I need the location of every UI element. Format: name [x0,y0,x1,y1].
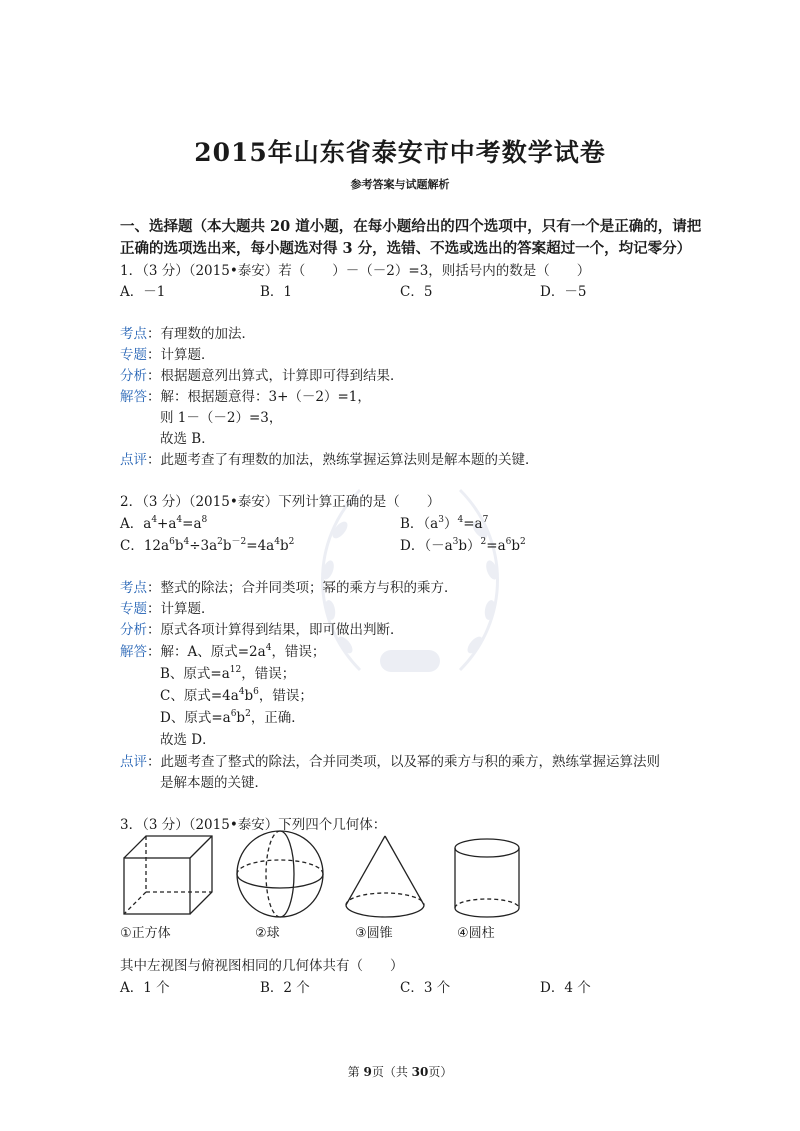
q3-option-a: A．1 个 [120,980,170,996]
q2-kaodian [120,576,458,596]
zhuanti-label: 专题 [120,601,147,617]
q3-option-b: B．2 个 [260,980,310,996]
q2-jieda-b: B、原式$=a^{12}$，错误； [160,665,296,682]
fenxi-label: 分析 [120,368,147,384]
q2-dianping-line2: 是解本题的关键． [160,775,268,791]
q3-stem: 3．（3 分）（2015•泰安）下列四个几何体： [120,817,387,833]
q2-kaodian-text: ：整式的除法；合并同类项；幂的乘方与积的乘方． [147,580,458,596]
cylinder-figure [450,836,524,922]
zhuanti-label: 专题 [120,347,147,363]
q2-jieda: 解答：解：A、原式$=2a^4$，错误； [120,643,326,660]
caption-cone: ③圆锥 [355,926,393,941]
q2-zhuanti [120,597,215,617]
cone-figure [340,833,430,923]
q3-question: 其中左视图与俯视图相同的几何体共有（ ） [120,958,404,974]
dianping-label: 点评 [120,754,147,770]
q2-option-c: C．$12a^6b^4\div 3a^2b^{-2}=4a^4b^2$ [120,537,295,554]
q2-fenxi [120,618,404,638]
q1-option-d: D．－5 [540,284,587,300]
caption-cylinder: ④圆柱 [457,926,495,941]
q1-fenxi [120,364,404,384]
q1-option-b: B．1 [260,284,293,300]
page-subtitle: 参考答案与试题解析 [350,178,450,191]
q2-dianping [120,750,660,770]
q3-option-c: C．3 个 [400,980,451,996]
jieda-label: 解答 [120,644,147,660]
q1-jieda [120,385,371,405]
q1-zhuanti [120,343,215,363]
q1-jieda-line2: 则 1－（－2）=3， [160,410,283,426]
q2-jieda-c: C、原式$=4a^4b^6$，错误； [160,687,313,704]
q1-kaodian [120,322,255,342]
q2-dianping-text: ：此题考查了整式的除法，合并同类项，以及幂的乘方与积的乘方，熟练掌握运算法则 [147,754,660,770]
q1-zhuanti-text: ：计算题． [147,347,215,363]
caption-cube: ①正方体 [120,926,171,941]
kaodian-label: 考点 [120,580,147,596]
q1-option-a: A．－1 [120,284,166,300]
page-total: 30 [411,1065,429,1079]
q1-dianping [120,448,539,468]
q3-option-d: D．4 个 [540,980,591,996]
q2-fenxi-text: ：原式各项计算得到结果，即可做出判断． [147,622,404,638]
caption-sphere: ②球 [255,926,280,941]
q1-fenxi-text: ：根据题意列出算式，计算即可得到结果． [147,368,404,384]
q2-option-d: D．$(-a^3b)^2=a^6b^2$ [400,537,526,554]
fenxi-label: 分析 [120,622,147,638]
section-heading-line2: 正确的选项选出来，每小题选对得 3 分，选错、不选或选出的答案超过一个，均记零分） [120,240,692,257]
q1-jieda-line3: 故选 B． [160,431,215,447]
cube-figure [118,830,218,918]
q1-option-c: C．5 [400,284,433,300]
q2-jieda-e: 故选 D． [160,732,216,748]
q2-stem: 2．（3 分）（2015•泰安）下列计算正确的是（ ） [120,494,441,510]
q1-jieda-line1: ：解：根据题意得：3+（－2）=1， [147,389,371,405]
jieda-label: 解答 [120,389,147,405]
q2-option-a: A．$a^4+a^4=a^8$ [120,515,208,532]
q1-kaodian-text: ：有理数的加法． [147,326,255,342]
q2-zhuanti-text: ：计算题． [147,601,215,617]
kaodian-label: 考点 [120,326,147,342]
page-number: 9 [363,1065,372,1079]
q1-stem: 1．（3 分）（2015•泰安）若（ ）－（－2）=3，则括号内的数是（ ） [120,263,591,279]
q2-option-b: B．$(a^3)^4=a^7$ [400,515,489,532]
dianping-label: 点评 [120,452,147,468]
q2-jieda-d: D、原式$=a^6b^2$，正确． [160,709,305,726]
section-heading-line1: 一、选择题（本大题共 20 道小题，在每小题给出的四个选项中，只有一个是正确的，请把 [120,218,702,235]
sphere-figure [232,826,328,922]
page-footer: 第 9页（共 30页） [347,1065,453,1079]
page-title: 2015年山东省泰安市中考数学试卷 [194,138,606,167]
q1-dianping-text: ：此题考查了有理数的加法，熟练掌握运算法则是解本题的关键． [147,452,539,468]
